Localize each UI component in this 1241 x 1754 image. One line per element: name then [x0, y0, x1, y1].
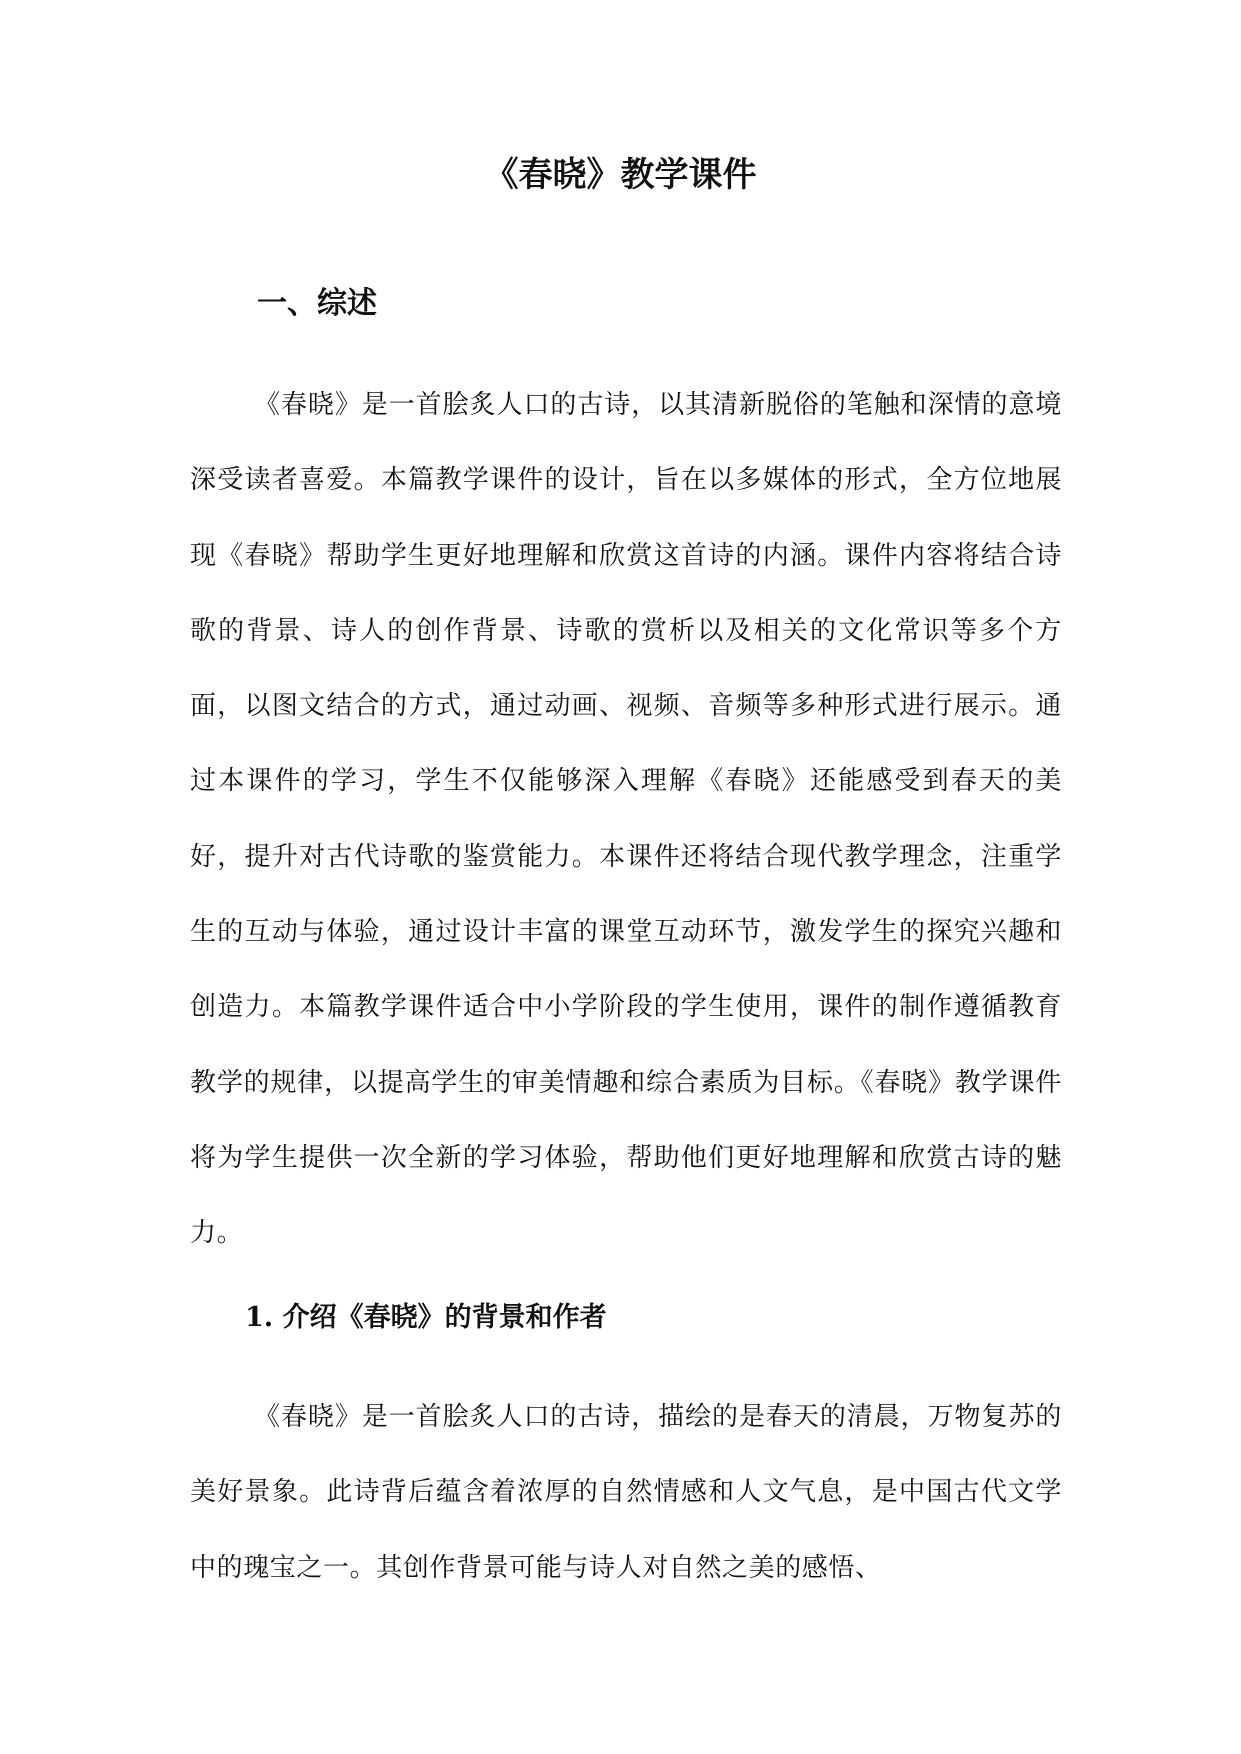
document-title: 《春晓》教学课件: [484, 155, 757, 195]
subsection-heading-background: 1. 介绍《春晓》的背景和作者: [245, 1302, 607, 1333]
background-paragraph: 《春晓》是一首脍炙人口的古诗，描绘的是春天的清晨，万物复苏的美好景象。此诗背后蕴含着浓厚的自然情感和人文气息，是中国古代文学中的瑰宝之一。其创作背景可能与诗人对自然之美的感悟、: [190, 1402, 1062, 1583]
overview-paragraph: 《春晓》是一首脍炙人口的古诗，以其清新脱俗的笔触和深情的意境深受读者喜爱。本篇教学课件的设计，旨在以多媒体的形式，全方位地展现《春晓》帮助学生更好地理解和欣赏这首诗的内涵。课件内容将结合诗歌的背景、诗人的创作背景、诗歌的赏析以及相关的文化常识等多个方面，以图文结合的方式，通过动画、视频、音频等多种形式进行展示。通过本课件的学习，学生不仅能够深入理解《春晓》还能感受到春天的美好，提升对古代诗歌的鉴赏能力。本课件还将结合现代教学理念，注重学生的互动与体验，通过设计丰富的课堂互动环节，激发学生的探究兴趣和创造力。本篇教学课件适合中小学阶段的学生使用，课件的制作遵循教育教学的规律，以提高学生的审美情趣和综合素质为目标。《春晓》教学课件将为学生提供一次全新的学习体验，帮助他们更好地理解和欣赏古诗的魅力。: [190, 390, 1062, 1249]
section-heading-overview: 一、综述: [257, 286, 377, 321]
